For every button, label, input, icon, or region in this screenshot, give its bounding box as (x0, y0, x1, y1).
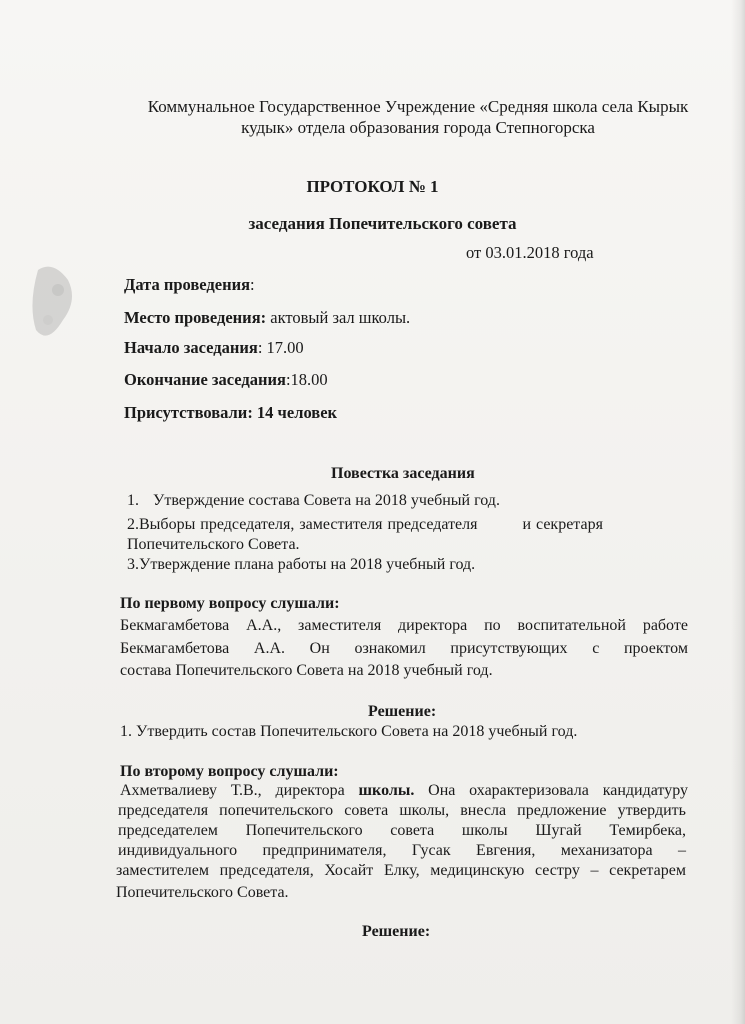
agenda-item-1-number: 1. (127, 492, 139, 509)
q1-word: заместителя (298, 617, 382, 634)
agenda-item-2-line2: Попечительского Совета. (127, 536, 300, 553)
agenda-item-1-text: Утверждение состава Совета на 2018 учебный год. (153, 492, 500, 509)
meeting-date-colon: : (250, 275, 255, 294)
page-edge-shadow (731, 0, 745, 1024)
q2-word: Хосайт (324, 862, 374, 879)
q2-word: утвердить (617, 802, 686, 819)
q1-word: ознакомил (354, 640, 426, 657)
protocol-subtitle: заседания Попечительского совета (248, 214, 517, 233)
q2-word: Елку, (383, 862, 420, 879)
meeting-start-value: : 17.00 (257, 338, 304, 357)
question-2-line4 (118, 842, 686, 860)
q1-word: А.А. (253, 640, 285, 657)
q2-word: Попечительского (245, 822, 363, 839)
question-2-heading: По второму вопросу слушали: (120, 763, 339, 780)
meeting-place-field (124, 308, 410, 328)
organization-header (118, 96, 718, 138)
meeting-place-label: Место проведения: (124, 308, 267, 327)
question-2-line5 (116, 862, 686, 880)
q2-word: школы (461, 822, 508, 839)
q2-word: предпринимателя, (262, 842, 387, 859)
q2-word: секретарем (609, 862, 686, 879)
q2-word: – (677, 842, 686, 859)
meeting-end-value: :18.00 (285, 370, 328, 389)
question-1-line2 (120, 640, 688, 658)
q2-word: охарактеризовала (469, 782, 589, 799)
meeting-start-field (124, 338, 304, 358)
meeting-date-field (124, 275, 255, 295)
q2-word: совета (390, 822, 435, 839)
q2-word: кандидатуру (602, 782, 688, 799)
agenda-item-2-word: 2.Выборы (127, 516, 196, 533)
organization-header-line1: Коммунальное Государственное Учреждение «Средняя школа села Кырык (147, 97, 689, 116)
protocol-title: ПРОТОКОЛ № 1 (306, 177, 439, 196)
q1-word: Бекмагамбетова (120, 640, 230, 657)
meeting-place-value: актовый зал школы. (266, 308, 411, 327)
q1-word: Бекмагамбетова (120, 617, 230, 634)
q2-word: медицинскую (430, 862, 525, 879)
q2-word: – (590, 862, 599, 879)
attendees-count: Присутствовали: 14 человек (124, 403, 338, 422)
q2-word: Евгения, (476, 842, 536, 859)
question-1-line1 (120, 617, 688, 635)
q1-word: воспитательной (517, 617, 626, 634)
q1-word: присутствующих (450, 640, 568, 657)
q2-word: Темирбека, (609, 822, 686, 839)
q2-word: Она (428, 782, 456, 799)
q2-word: предложение (517, 802, 607, 819)
protocol-date: от 03.01.2018 года (466, 243, 594, 262)
q2-word: школы, (399, 802, 450, 819)
agenda-item-2-word: секретаря (536, 516, 603, 533)
scan-smudge (28, 250, 88, 360)
q2-word: Т.В., (230, 782, 262, 799)
q2-word: Шугай (535, 822, 582, 839)
meeting-start-label: Начало заседания (124, 338, 258, 357)
meeting-end-label: Окончание заседания (124, 370, 286, 389)
q2-word: совета (344, 802, 389, 819)
organization-header-line2: кудык» отдела образования города Степногорска (241, 118, 595, 137)
question-2-line1 (120, 782, 688, 800)
agenda-item-3: 3.Утверждение плана работы на 2018 учебный год. (127, 556, 476, 573)
q1-word: директора (398, 617, 468, 634)
question-1-decision-1: 1. Утвердить состав Попечительского Совета на 2018 учебный год. (120, 723, 578, 740)
q1-word: А.А., (246, 617, 282, 634)
question-1-decision-title: Решение: (368, 703, 437, 720)
meeting-end-field (124, 370, 328, 390)
q1-word: работе (642, 617, 688, 634)
q2-word: сестру (534, 862, 580, 879)
question-2-line3 (118, 822, 686, 840)
q2-word: внесла (460, 802, 507, 819)
agenda-item-2-word: председателя (387, 516, 478, 533)
q1-word: по (484, 617, 501, 634)
agenda-item-2-word: и (522, 516, 532, 533)
q2-word: школы. (358, 782, 415, 799)
q2-word: Гусак (411, 842, 451, 859)
q2-word: директора (275, 782, 345, 799)
q2-word: председателем (118, 822, 218, 839)
question-2-line6: Попечительского Совета. (116, 884, 289, 901)
agenda-item-1 (127, 492, 500, 510)
agenda-title: Повестка заседания (331, 465, 475, 482)
q2-word: индивидуального (118, 842, 238, 859)
q2-word: механизатора (560, 842, 653, 859)
meeting-date-label: Дата проведения (124, 275, 251, 294)
agenda-item-2-line1 (127, 516, 603, 534)
question-1-heading: По первому вопросу слушали: (120, 595, 340, 612)
q2-word: председателя, (219, 862, 314, 879)
agenda-item-2-word: заместителя (299, 516, 383, 533)
q1-word: с (592, 640, 600, 657)
agenda-item-2-word: председателя, (200, 516, 295, 533)
q2-word: попечительского (219, 802, 334, 819)
question-2-decision-title: Решение: (362, 923, 431, 940)
question-1-line3: состава Попечительского Совета на 2018 учебный год. (120, 662, 493, 679)
q1-word: Он (309, 640, 330, 657)
q2-word: председателя (118, 802, 209, 819)
q1-word: проектом (623, 640, 688, 657)
question-2-line2 (118, 802, 686, 820)
q2-word: Ахметвалиеву (120, 782, 218, 799)
q2-word: заместителем (116, 862, 210, 879)
